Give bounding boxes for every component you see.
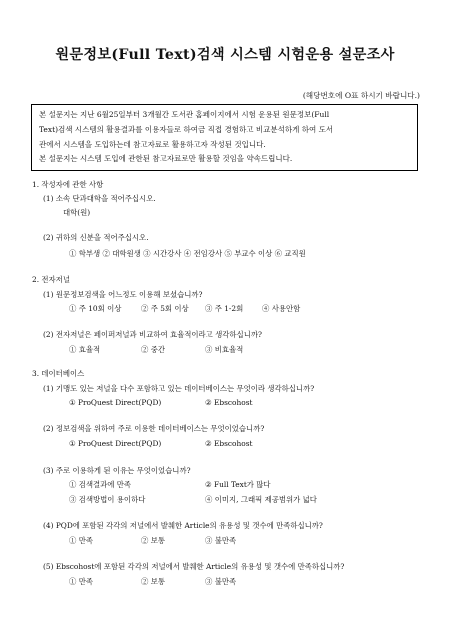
option[interactable]: ① 만족 <box>69 536 94 545</box>
section-3-heading: 3. 데이터베이스 <box>32 369 85 378</box>
option[interactable]: ③ 검색방법이 용이하다 <box>69 495 146 504</box>
intro-box <box>31 104 418 171</box>
option[interactable]: ② 보통 <box>141 536 166 545</box>
question-1-2: (2) 귀하의 신분을 적어주십시오. <box>43 233 149 242</box>
question-2-1: (1) 원문정보검색을 어느정도 이용해 보셨습니까? <box>43 290 203 299</box>
options-1-2[interactable]: ① 학부생 ② 대학원생 ③ 시간강사 ④ 전임강사 ⑤ 부교수 이상 ⑥ 교직원 <box>69 249 306 258</box>
option[interactable]: ① 주 10회 이상 <box>69 304 122 313</box>
instruction-hint: (해당번호에 O표 하시기 바랍니다.) <box>302 91 420 100</box>
option[interactable]: ② 주 5회 이상 <box>141 304 189 313</box>
option[interactable]: ② Full Text가 많다 <box>205 480 271 489</box>
intro-line: Text)검색 시스템의 활용결과를 이용자들로 하여금 직접 경험하고 비교분석하게 하여 도서 <box>39 124 334 134</box>
option[interactable]: ② 보통 <box>141 577 166 586</box>
option[interactable]: ② Ebscohost <box>205 439 253 448</box>
option[interactable]: ③ 불만족 <box>205 577 237 586</box>
question-2-2: (2) 전자저널은 페이퍼저널과 비교하여 효율적이라고 생각하십니까? <box>43 330 262 339</box>
page-title: 원문정보(Full Text)검색 시스템 시험운용 설문조사 <box>55 47 395 63</box>
section-2-heading: 2. 전자저널 <box>32 275 70 284</box>
question-3-5: (5) Ebscohost에 포함된 각각의 저널에서 발췌한 Article의 유용성 및 갯수에 만족하십니까? <box>43 562 345 571</box>
fill-in-college[interactable]: 대학(원) <box>63 208 91 217</box>
option[interactable]: ① 검색결과에 만족 <box>69 480 132 489</box>
question-3-1: (1) 기맹도 있는 저널을 다수 포함하고 있는 데이터베이스는 무엇이라 생각하십니까? <box>43 384 315 393</box>
option[interactable]: ③ 주 1-2회 <box>205 304 244 313</box>
option[interactable]: ① 만족 <box>69 577 94 586</box>
question-1-1: (1) 소속 단과대학을 적어주십시오. <box>43 194 156 203</box>
option[interactable]: ① ProQuest Direct(PQD) <box>69 398 162 407</box>
question-3-4: (4) PQD에 포함된 각각의 저널에서 발췌한 Article의 유용성 및 갯수에 만족하십니까? <box>43 521 323 530</box>
option[interactable]: ② Ebscohost <box>205 398 253 407</box>
section-1-heading: 1. 작성자에 관한 사항 <box>32 180 104 189</box>
option[interactable]: ④ 사용안함 <box>262 304 301 313</box>
intro-line: 본 설문지는 지난 6월25일부터 3개월간 도서관 홈페이지에서 시험 운용된 원문정보(Full <box>39 110 330 119</box>
option[interactable]: ① 효율적 <box>69 345 101 354</box>
option[interactable]: ③ 비효율적 <box>205 345 244 354</box>
intro-line: 본 설문지는 시스템 도입에 관한된 참고자료로만 활용할 것임을 약속드립니다. <box>39 154 293 164</box>
question-3-2: (2) 정보검색을 위하여 주로 이용한 데이터베이스는 무엇이었습니까? <box>43 424 265 433</box>
option[interactable]: ② 중간 <box>141 345 166 354</box>
option[interactable]: ④ 이미지, 그래픽 제공범위가 넓다 <box>205 495 317 504</box>
intro-line: 관에서 시스템을 도입하는데 참고자료로 활용하고자 작성된 것입니다. <box>39 139 266 149</box>
option[interactable]: ① ProQuest Direct(PQD) <box>69 439 162 448</box>
option[interactable]: ③ 불만족 <box>205 536 237 545</box>
question-3-3: (3) 주로 이용하게 된 이유는 무엇이었습니까? <box>43 466 191 475</box>
